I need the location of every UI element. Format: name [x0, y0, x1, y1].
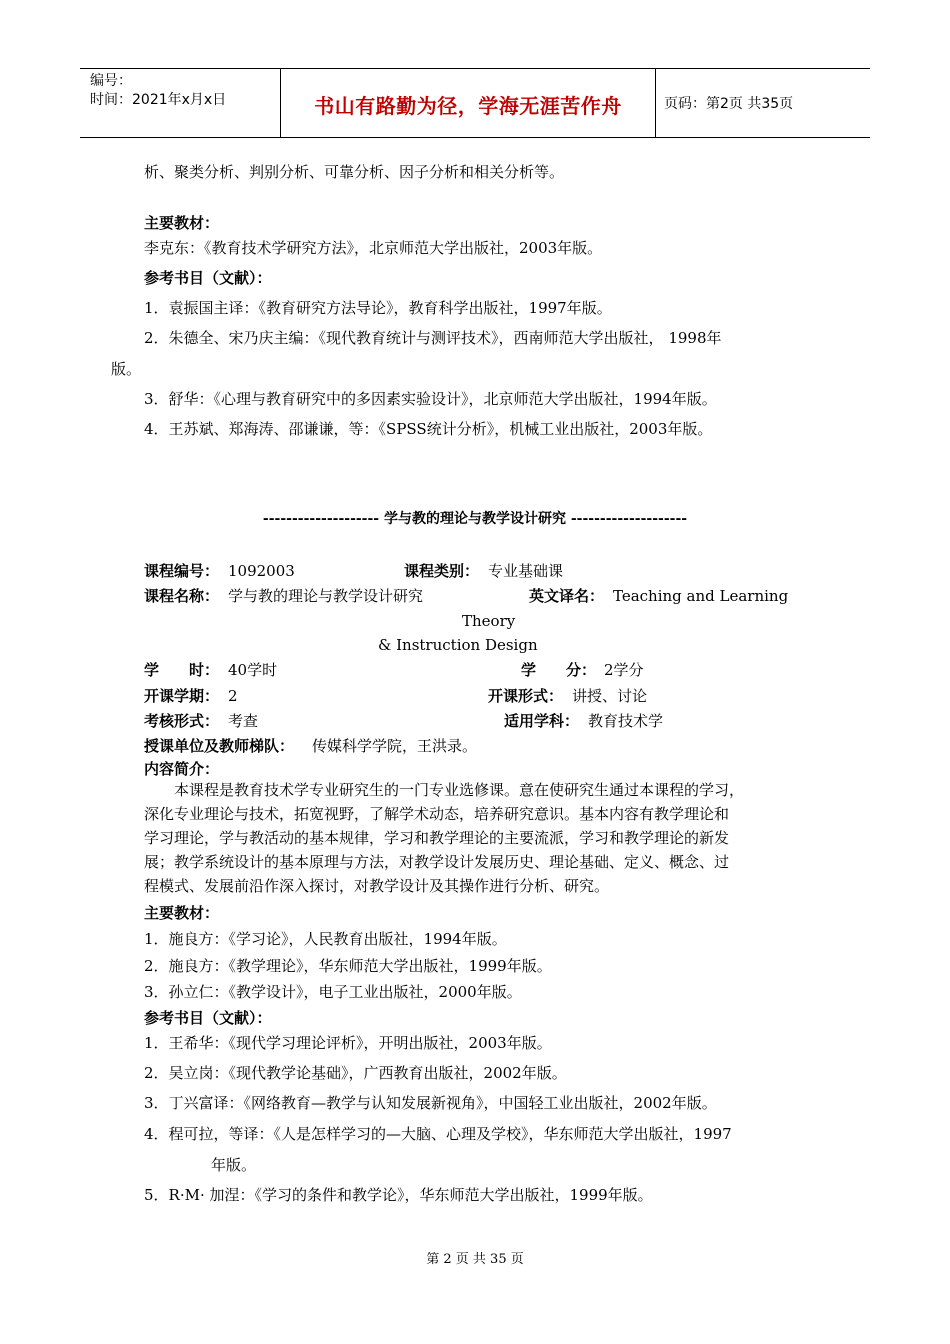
course-textbook-item: 2．施良方：《教学理论》，华东师范大学出版社，1999年版。 [144, 957, 552, 975]
header-divider [655, 69, 656, 137]
course-textbook-heading: 主要教材： [144, 904, 220, 922]
hours-value: 40学时 [228, 661, 278, 679]
semester-value: 2 [228, 687, 238, 705]
course-references-heading: 参考书目（文献）： [144, 1009, 272, 1027]
course-reference-item: 4．程可拉，等译：《人是怎样学习的—大脑、心理及学校》，华东师范大学出版社，1997 [144, 1125, 732, 1143]
discipline-label: 适用学科： [504, 712, 580, 730]
page-header [80, 68, 870, 138]
reference-item: 1．袁振国主译：《教育研究方法导论》，教育科学出版社，1997年版。 [144, 299, 612, 317]
header-page-number: 页码：第2页 共35页 [664, 96, 794, 112]
course-category-label: 课程类别： [404, 562, 480, 580]
course-textbook-item: 1．施良方：《学习论》，人民教育出版社，1994年版。 [144, 930, 507, 948]
reference-item-continued: 版。 [111, 360, 142, 378]
discipline-value: 教育技术学 [588, 712, 664, 730]
document-number-label: 编号： [90, 73, 132, 89]
course-code-label: 课程编号： [144, 562, 220, 580]
hours-label: 学 时： [144, 661, 220, 679]
reference-item: 3．舒华：《心理与教育研究中的多因素实验设计》，北京师范大学出版社，1994年版。 [144, 390, 717, 408]
header-meta [90, 72, 226, 110]
assessment-value: 考查 [228, 712, 259, 730]
english-name-value-line2: Theory [462, 612, 516, 630]
course-code-value: 1092003 [228, 562, 295, 580]
intro-line: 学习理论，学与教活动的基本规律，学习和教学理论的主要流派，学习和教学理论的新发 [144, 829, 730, 847]
teaching-form-label: 开课形式： [488, 687, 564, 705]
course-reference-item-continued: 年版。 [211, 1156, 257, 1174]
course-reference-item: 3．丁兴富译：《网络教育—教学与认知发展新视角》，中国轻工业出版社，2002年版。 [144, 1094, 717, 1112]
course-reference-item: 1．王希华：《现代学习理论评析》，开明出版社，2003年版。 [144, 1034, 552, 1052]
intro-line: 深化专业理论与技术，拓宽视野，了解学术动态，培养研究意识。基本内容有教学理论和 [144, 805, 730, 823]
assessment-label: 考核形式： [144, 712, 220, 730]
intro-line: 本课程是教育技术学专业研究生的一门专业选修课。意在使研究生通过本课程的学习， [144, 781, 745, 799]
semester-label: 开课学期： [144, 687, 220, 705]
reference-item: 2．朱德全、宋乃庆主编：《现代教育统计与测评技术》，西南师范大学出版社， 1998年 [144, 329, 722, 347]
intro-line: 程模式、发展前沿作深入探讨，对教学设计及其操作进行分析、研究。 [144, 877, 610, 895]
course-reference-item: 2．吴立岗：《现代教学论基础》，广西教育出版社，2002年版。 [144, 1064, 567, 1082]
teaching-unit-value: 传媒科学学院，王洪录。 [312, 737, 478, 755]
document-date-label: 时间：2021年x月x日 [90, 92, 227, 108]
course-title-divider: -------------------- 学与教的理论与教学设计研究 -------------------- [262, 511, 688, 527]
header-divider [280, 69, 281, 137]
course-reference-item: 5．R·M· 加涅：《学习的条件和教学论》，华东师范大学出版社，1999年版。 [144, 1186, 653, 1204]
continuation-text: 析、聚类分析、判别分析、可靠分析、因子分析和相关分析等。 [144, 163, 565, 181]
course-name-label: 课程名称： [144, 587, 220, 605]
english-name-value-line3: & Instruction Design [378, 636, 538, 654]
english-name-value: Teaching and Learning [613, 587, 789, 605]
english-name-label: 英文译名： [529, 587, 605, 605]
intro-line: 展；教学系统设计的基本原理与方法，对教学设计发展历史、理论基础、定义、概念、过 [144, 853, 730, 871]
teaching-unit-label: 授课单位及教师梯队： [144, 737, 295, 755]
references-heading: 参考书目（文献）： [144, 269, 272, 287]
teaching-form-value: 讲授、讨论 [572, 687, 648, 705]
course-name-value: 学与教的理论与教学设计研究 [228, 587, 424, 605]
textbook-entry: 李克东：《教育技术学研究方法》，北京师范大学出版社，2003年版。 [144, 239, 603, 257]
intro-paragraph [144, 778, 806, 898]
page-footer: 第 2 页 共 35 页 [426, 1252, 524, 1267]
credits-value: 2学分 [604, 661, 644, 679]
reference-item: 4．王苏斌、郑海涛、邵谦谦，等：《SPSS统计分析》，机械工业出版社，2003年版。 [144, 420, 713, 438]
textbook-heading: 主要教材： [144, 214, 220, 232]
header-motto: 书山有路勤为径，学海无涯苦作舟 [314, 94, 622, 118]
course-category-value: 专业基础课 [488, 562, 564, 580]
intro-heading: 内容简介： [144, 760, 220, 778]
credits-label: 学 分： [521, 661, 597, 679]
course-textbook-item: 3．孙立仁：《教学设计》，电子工业出版社，2000年版。 [144, 983, 522, 1001]
